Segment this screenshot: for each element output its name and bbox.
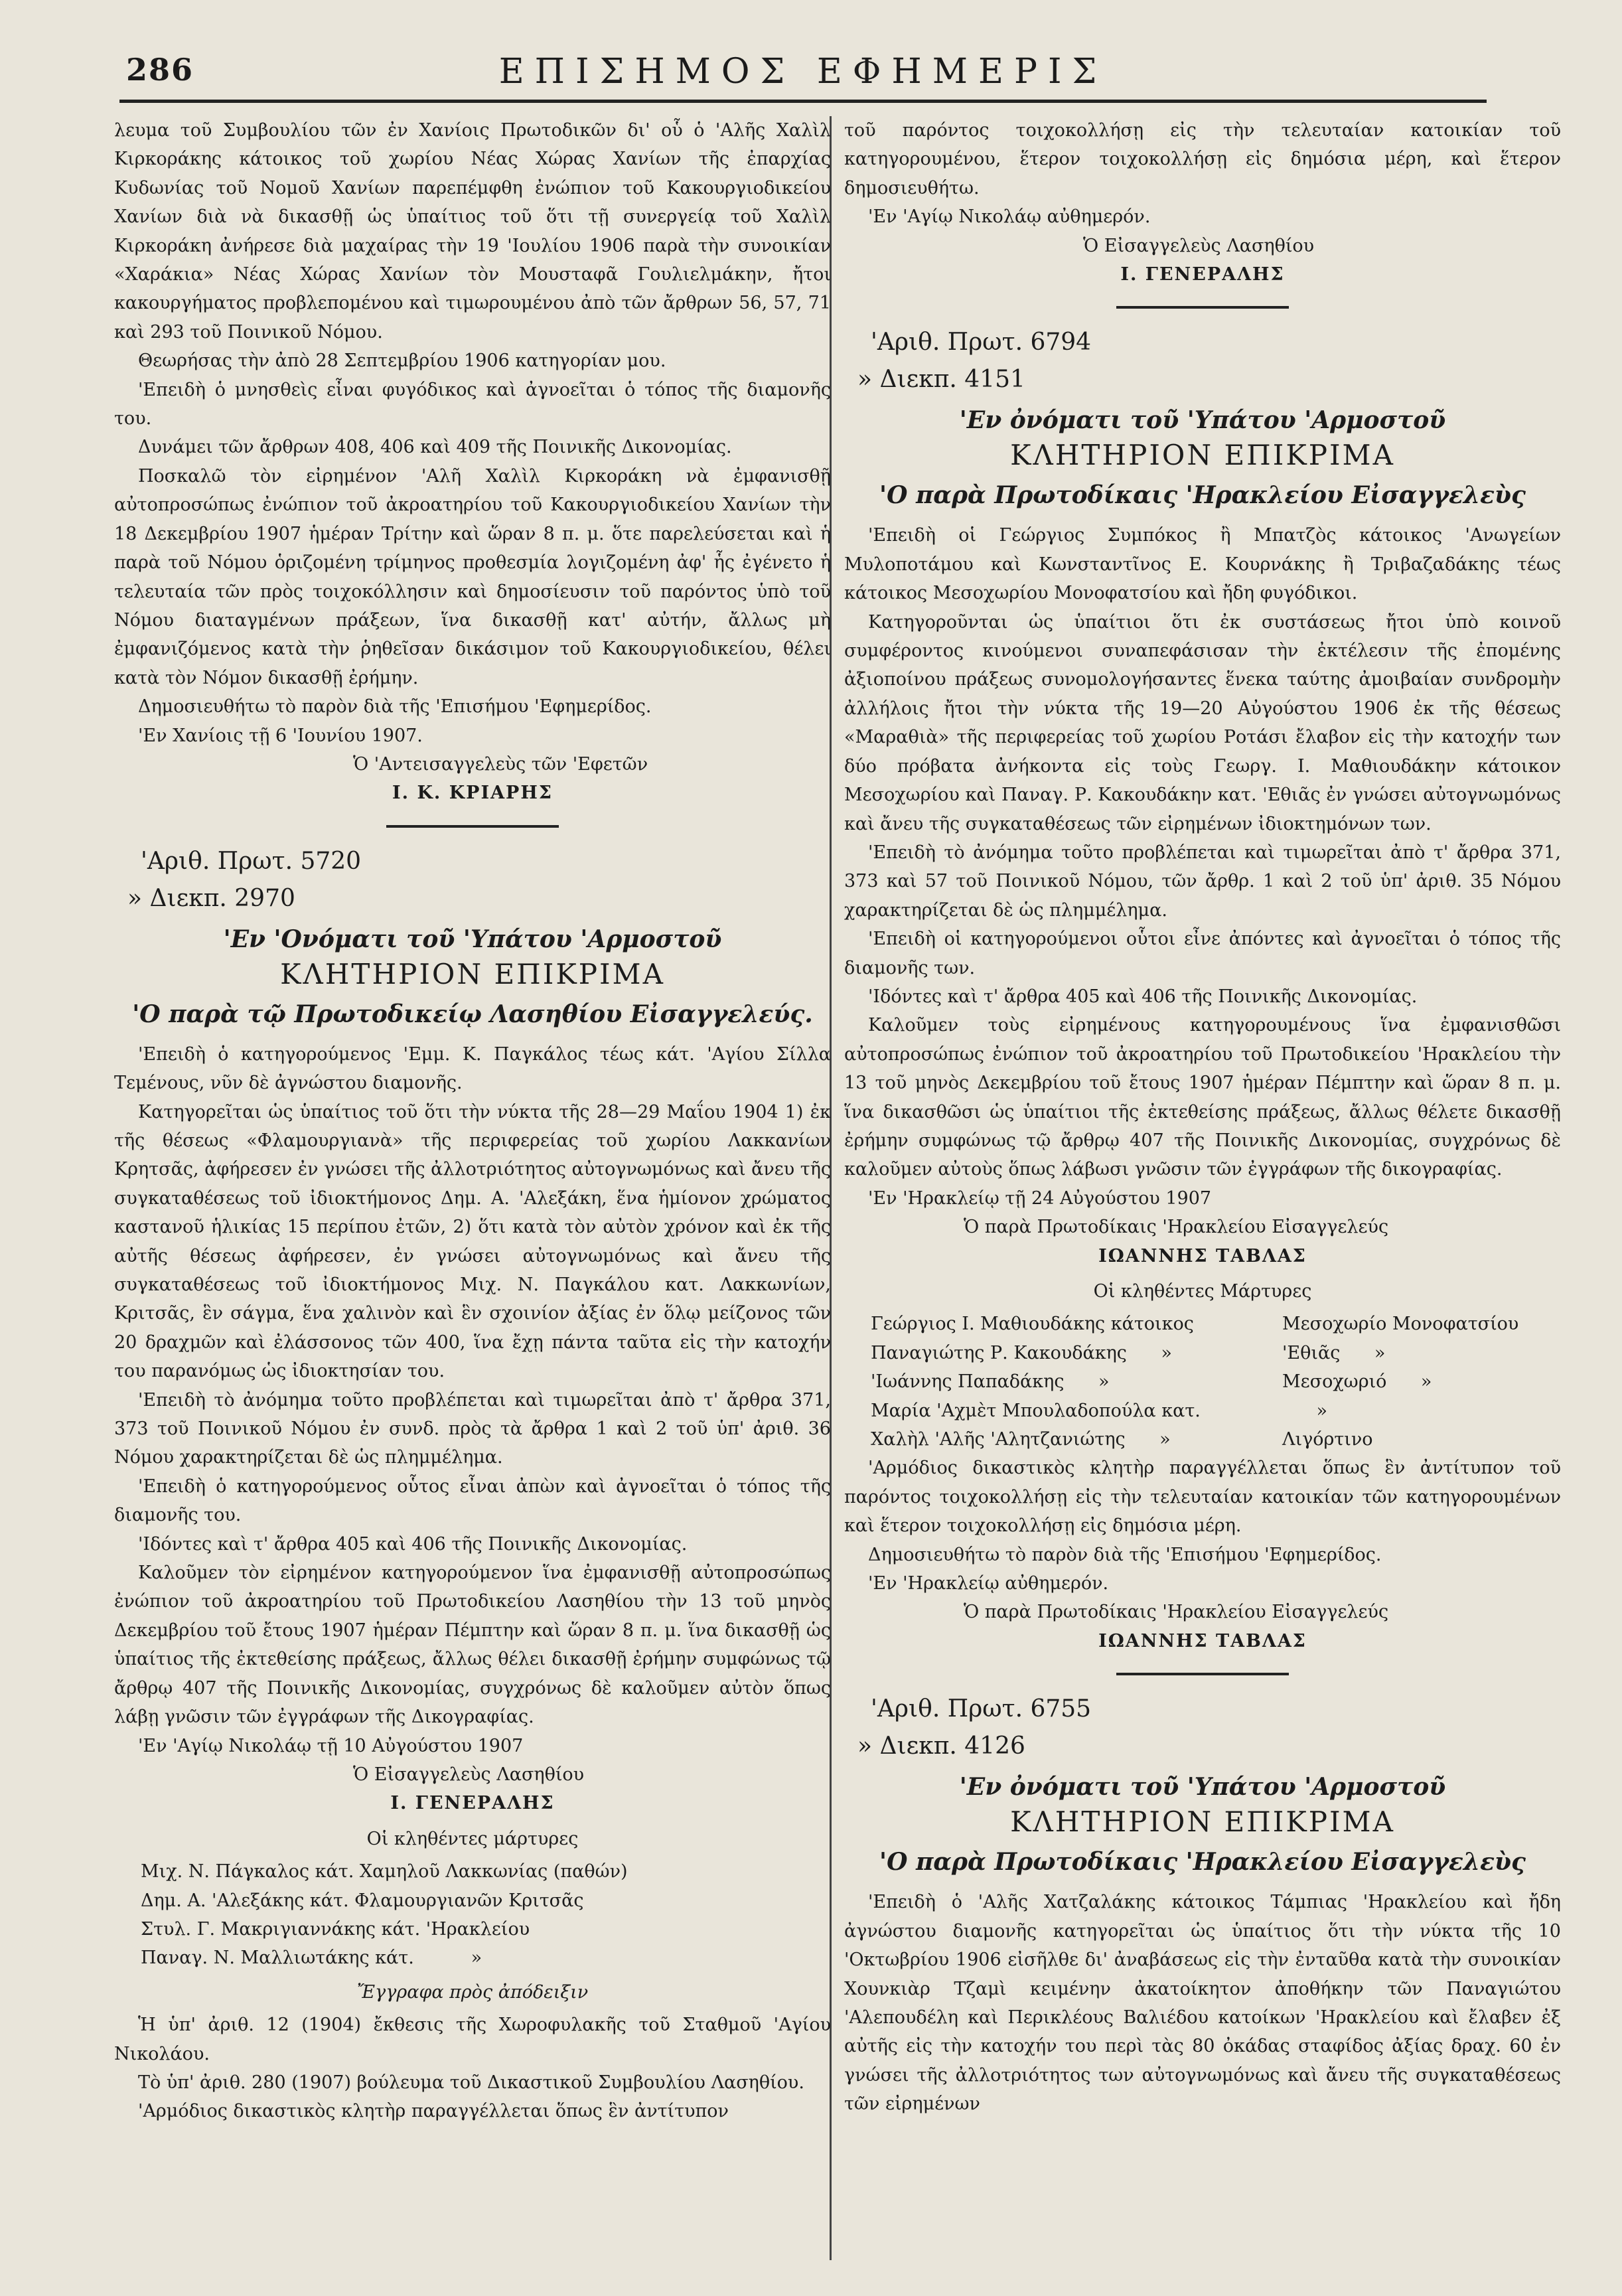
body-paragraph: λευμα τοῦ Συμβουλίου τῶν ἐν Χανίοις Πρωτοδικῶν δι' οὗ ὁ 'Αλῆς Χαλὶλ Κιρκοράκης κάτοικος τοῦ χωρίου Νέας Χώρας Χανίων τῆς ἐπαρχίας Κυδωνίας τοῦ Νομοῦ Χανίων παρεπέμφθη ἐνώπιον τοῦ Κακουργιοδικείου Χανίων διὰ νὰ δικασθῇ ὡς ὑπαίτιος τοῦ ὅτι τῇ συνεργείᾳ τοῦ Χαλὶλ Κιρκοράκη ἀνήρεσε διὰ μαχαίρας τὴν 19 'Ιουλίου 1906 παρὰ τὴν συνοικίαν «Χαράκια» Νέας Χώρας Χανίων τὸν Μουσταφᾶ Γουλιελμάκην, ἤτοι κακουργήματος προβλεπομένου καὶ τιμωρουμένου ἀπὸ τῶν ἄρθρων 56, 57, 71 καὶ 293 τοῦ Ποινικοῦ Νόμου. <box>114 120 831 343</box>
body-paragraph: 'Ιδόντες καὶ τ' ἄρθρα 405 καὶ 406 τῆς Ποινικῆς Δικονομίας. <box>138 1533 688 1555</box>
body-paragraph: 'Ιδόντες καὶ τ' ἄρθρα 405 καὶ 406 τῆς Ποινικῆς Δικονομίας. <box>868 986 1418 1007</box>
decree-invocation: 'Εν ὀνόματι τοῦ 'Υπάτου 'Αρμοστοῦ <box>959 406 1446 435</box>
witness-item: Δημ. Α. 'Αλεξάκης κάτ. Φλαμουργιανῶν Κριτσᾶς <box>141 1890 584 1911</box>
left-column <box>114 116 831 2126</box>
witness-name: Χαλὴλ 'Αλῆς 'Αλητζανιώτης » <box>871 1429 1171 1450</box>
witness-item: Στυλ. Γ. Μακριγιαννάκης κάτ. 'Ηρακλείου <box>141 1918 530 1940</box>
signature-name: Ι. ΓΕΝΕΡΑΛΗΣ <box>390 1793 555 1814</box>
signature-name: Ι. ΓΕΝΕΡΑΛΗΣ <box>1120 264 1285 285</box>
witness-place: Λιγόρτινο <box>1282 1429 1373 1450</box>
body-paragraph: 'Επειδὴ ὁ 'Αλῆς Χατζαλάκης κάτοικος Τάμπιας 'Ηρακλείου καὶ ἤδη ἀγνώστου διαμονῆς κατηγορεῖται ὡς ὑπαίτιος ὅτι τὴν νύκτα τῆς 10 'Οκτωβρίου 1906 εἰσῆλθε δι' ἀναβάσεως εἰς τὴν ἐνταῦθα κατὰ τὴν συνοικίαν Χουνκιὰρ Τζαμὶ κειμένην ἀκατοίκητον ἀποθήκην τῶν Παναγιώτου 'Αλεπουδέλη καὶ Περικλέους Βαλιέδου κατοίκων 'Ηρακλείου καὶ ἔλαβεν ἐξ αὐτῆς εἰς τὴν κατοχήν του περὶ τὰς 80 ὀκάδας σταφίδος ἀξίας δραχ. 60 ἐν γνώσει τῆς ἀλλοτριότητος των αὐτογνωμόνως καὶ ἄνευ τῆς συγκαταθέσεως τῶν εἰρημένων <box>844 1892 1561 2115</box>
body-paragraph: Θεωρήσας τὴν ἀπὸ 28 Σεπτεμβρίου 1906 κατηγορίαν μου. <box>138 350 666 372</box>
body-paragraph: Ποσκαλῶ τὸν εἰρημένον 'Αλῆ Χαλὶλ Κιρκοράκη νὰ ἐμφανισθῇ αὐτοπροσώπως ἐνώπιον τοῦ ἀκροατηρίου τοῦ Κακουργιοδικείου Χανίων τὴν 18 Δεκεμβρίου 1907 ἡμέραν Τρίτην καὶ ὥραν 8 π. μ. ὅτε παρελεύσεται καὶ ἡ παρὰ τοῦ Νόμου ὁριζομένη τρίμηνος προθεσμία λογιζομένη ἀφ' ἧς ἐγένετο ἡ τελευταία τῶν πρὸς τοιχοκόλλησιν καὶ δημοσίευσιν τοῦ παρόντος ὑπὸ τοῦ Νόμου διαταγμένων πράξεων, ἵνα δικασθῇ κατ' αὐτήν, ἄλλως μὴ ἐμφανιζόμενος κατὰ τὴν ῥηθεῖσαν δικάσιμον τοῦ Κακουργιοδικείου, θέλει κατὰ τὸν Νόμον δικασθῇ ἐρήμην. <box>114 465 831 688</box>
signature-name: ΙΩΑΝΝΗΣ ΤΑΒΛΑΣ <box>1098 1245 1307 1266</box>
decree-title: ΚΛΗΤΗΡΙΟΝ ΕΠΙΚΡΙΜΑ <box>280 957 665 990</box>
signature-title: Ὁ Εἰσαγγελεὺς Λασηθίου <box>353 1764 585 1785</box>
body-paragraph: Καλοῦμεν τοὺς εἰρημένους κατηγορουμένους ἵνα ἐμφανισθῶσι αὐτοπροσώπως ἐνώπιον τοῦ ἀκροατηρίου τοῦ Πρωτοδικείου 'Ηρακλείου τὴν 13 τοῦ μηνὸς Δεκεμβρίου τοῦ ἔτους 1907 ἡμέραν Πέμπτην καὶ ὥραν 8 π. μ. ἵνα δικασθῶσι ὡς ὑπαίτιοι τῆς ἐκτεθείσης πράξεως, ἄλλως θέλετε δικασθῇ ἐρήμην συμφώνως τῷ ἄρθρῳ 407 τῆς Ποινικῆς Δικονομίας, συγχρόνως δὲ καλοῦμεν αὐτοὺς ὅπως λάβωσι γνῶσιν τῶν ἐγγράφων τῆς δικογραφίας. <box>844 1015 1561 1180</box>
witness-item: Παναγ. Ν. Μαλλιωτάκης κάτ. » <box>141 1948 482 1969</box>
witness-row <box>871 1339 1561 1367</box>
body-paragraph: 'Εν 'Αγίῳ Νικολάῳ τῇ 10 Αὐγούστου 1907 <box>138 1735 524 1756</box>
witness-name: Παναγιώτης Ρ. Κακουδάκης » <box>871 1342 1172 1363</box>
body-paragraph: Δημοσιευθήτω τὸ παρὸν διὰ τῆς 'Επισήμου 'Εφημερίδος. <box>868 1544 1382 1565</box>
witness-name: Μαρία 'Αχμὲτ Μπουλαδοπούλα κατ. <box>871 1400 1201 1421</box>
page-number: 286 <box>126 52 194 88</box>
dispatch-number: » Διεκπ. 2970 <box>127 884 295 912</box>
body-paragraph: Καλοῦμεν τὸν εἰρημένον κατηγορούμενον ἵνα ἐμφανισθῇ αὐτοπροσώπως ἐνώπιον τοῦ ἀκροατηρίου τοῦ Πρωτοδικείου Λασηθίου τὴν 13 τοῦ μηνὸς Δεκεμβρίου τοῦ ἔτους 1907 ἡμέραν Πέμπτην καὶ ὥραν 8 π. μ. ἵνα δικασθῇ ὡς ὑπαίτιος τῆς ἐκτεθείσης πράξεως, ἄλλως θέλει δικασθῇ ἐρήμην συμφώνως τῷ ἄρθρῳ 407 τῆς Ποινικῆς Δικονομίας, συγχρόνως δὲ καλοῦμεν αὐτὸν ὅπως λάβῃ γνῶσιν τῶν ἐγγράφων τῆς Δικογραφίας. <box>114 1563 831 1728</box>
signature-title: Ὁ παρὰ Πρωτοδίκαις 'Ηρακλείου Εἰσαγγελεύς <box>964 1217 1389 1238</box>
section-rule <box>386 825 559 828</box>
evidence-item: Τὸ ὑπ' ἀριθ. 280 (1907) βούλευμα τοῦ Δικαστικοῦ Συμβουλίου Λασηθίου. <box>138 2072 804 2093</box>
body-paragraph: 'Επειδὴ ὁ κατηγορούμενος 'Εμμ. Κ. Παγκάλος τέως κάτ. 'Αγίου Σίλλα Τεμένους, νῦν δὲ ἀγνώστου διαμονῆς. <box>114 1043 831 1094</box>
witness-row <box>871 1367 1561 1396</box>
signature-title: Ὁ 'Αντεισαγγελεὺς τῶν 'Εφετῶν <box>353 753 648 775</box>
evidence-title: Ἔγγραφα πρὸς ἀπόδειξιν <box>356 1981 589 2003</box>
dispatch-number: » Διεκπ. 4126 <box>857 1732 1025 1760</box>
witness-name: Γεώργιος Ι. Μαθιουδάκης κάτοικος <box>871 1314 1194 1335</box>
witness-place: » <box>1282 1400 1328 1421</box>
decree-title: ΚΛΗΤΗΡΙΟΝ ΕΠΙΚΡΙΜΑ <box>1010 439 1395 472</box>
signature-name: Ι. Κ. ΚΡΙΑΡΗΣ <box>392 783 553 804</box>
witness-place: Μεσοχωριό » <box>1282 1371 1432 1393</box>
witnesses-title: Οἱ κληθέντες μάρτυρες <box>366 1828 579 1849</box>
page-header <box>119 40 1487 103</box>
section-rule <box>1116 1673 1289 1675</box>
body-paragraph: Δημοσιευθήτω τὸ παρὸν διὰ τῆς 'Επισήμου 'Εφημερίδος. <box>138 696 652 718</box>
witnesses-title: Οἱ κληθέντες Μάρτυρες <box>1093 1281 1312 1302</box>
body-paragraph: 'Εν 'Ηρακλείῳ αὐθημερόν. <box>868 1573 1109 1594</box>
right-column <box>844 116 1561 2119</box>
body-paragraph: Δυνάμει τῶν ἄρθρων 408, 406 καὶ 409 τῆς Ποινικῆς Δικονομίας. <box>138 437 732 458</box>
prosecutor-office: 'Ο παρὰ τῷ Πρωτοδικείῳ Λασηθίου Εἰσαγγελεύς. <box>132 1000 813 1028</box>
journal-title: ΕΠΙΣΗΜΟΣ ΕΦΗΜΕΡΙΣ <box>498 52 1108 92</box>
body-paragraph: 'Εν Χανίοις τῇ 6 'Ιουνίου 1907. <box>138 725 423 746</box>
body-paragraph: 'Επειδὴ ὁ κατηγορούμενος οὗτος εἶναι ἀπὼν καὶ ἀγνοεῖται ὁ τόπος τῆς διαμονῆς του. <box>114 1476 831 1526</box>
signature-name: ΙΩΑΝΝΗΣ ΤΑΒΛΑΣ <box>1098 1630 1307 1651</box>
decree-title: ΚΛΗΤΗΡΙΟΝ ΕΠΙΚΡΙΜΑ <box>1010 1805 1395 1839</box>
prosecutor-office: 'Ο παρὰ Πρωτοδίκαις 'Ηρακλείου Εἰσαγγελεὺς <box>879 481 1526 510</box>
prosecutor-office: 'Ο παρὰ Πρωτοδίκαις 'Ηρακλείου Εἰσαγγελεὺς <box>879 1848 1526 1876</box>
protocol-number: 'Αριθ. Πρωτ. 6794 <box>871 329 1092 356</box>
body-paragraph: 'Εν 'Αγίῳ Νικολάῳ αὐθημερόν. <box>868 206 1151 228</box>
body-paragraph: 'Επειδὴ οἱ κατηγορούμενοι οὗτοι εἶνε ἀπόντες καὶ ἀγνοεῖται ὁ τόπος τῆς διαμονῆς των. <box>844 929 1561 978</box>
signature-title: Ὁ παρὰ Πρωτοδίκαις 'Ηρακλείου Εἰσαγγελεύς <box>964 1602 1389 1623</box>
witness-name: 'Ιωάννης Παπαδάκης » <box>871 1371 1110 1393</box>
body-paragraph: τοῦ παρόντος τοιχοκολλήσῃ εἰς τὴν τελευταίαν κατοικίαν τοῦ κατηγορουμένου, ἕτερον τοιχοκολλήσῃ εἰς δημόσια μέρη, καὶ ἕτερον δημοσιευθήτω. <box>844 120 1561 198</box>
body-paragraph: 'Επειδὴ οἱ Γεώργιος Συμπόκος ἢ Μπατζὸς κάτοικος 'Ανωγείων Μυλοποτάμου καὶ Κωνσταντῖνος Ε. Κουρνάκης ἢ Τριβαζαδάκης τέως κάτοικος Μεσοχωρίου Μονοφατσίου καὶ ἤδη φυγόδικοι. <box>844 525 1561 604</box>
decree-invocation: 'Εν 'Ονόματι τοῦ 'Υπάτου 'Αρμοστοῦ <box>223 925 722 953</box>
dispatch-number: » Διεκπ. 4151 <box>857 366 1025 394</box>
witness-place: Μεσοχωρίο Μονοφατσίου <box>1282 1314 1519 1335</box>
protocol-number: 'Αριθ. Πρωτ. 5720 <box>141 847 362 875</box>
section-rule <box>1116 306 1289 309</box>
protocol-number: 'Αριθ. Πρωτ. 6755 <box>871 1695 1092 1723</box>
witness-row <box>871 1397 1561 1425</box>
body-paragraph: 'Εν 'Ηρακλείῳ τῇ 24 Αὐγούστου 1907 <box>868 1187 1212 1209</box>
decree-invocation: 'Εν ὀνόματι τοῦ 'Υπάτου 'Αρμοστοῦ <box>959 1773 1446 1801</box>
witness-item: Μιχ. Ν. Πάγκαλος κάτ. Χαμηλοῦ Λακκωνίας (παθών) <box>141 1861 628 1882</box>
body-paragraph: 'Επειδὴ τὸ ἀνόμημα τοῦτο προβλέπεται καὶ τιμωρεῖται ἀπὸ τ' ἄρθρα 371, 373 καὶ 57 τοῦ Ποινικοῦ Νόμου, τῶν ἄρθρ. 1 καὶ 2 τοῦ ὑπ' ἀριθ. 35 Νόμου χαρακτηρίζεται δὲ ὡς πλημμέλημα. <box>844 842 1561 921</box>
body-paragraph: 'Αρμόδιος δικαστικὸς κλητὴρ παραγγέλλεται ὅπως ἓν ἀντίτυπον τοῦ παρόντος τοιχοκολλήσῃ εἰς τὴν τελευταίαν κατοικίαν τῶν κατηγορουμένων καὶ ἕτερον τοιχοκολλήσῃ εἰς δημόσια μέρη. <box>844 1458 1561 1537</box>
body-paragraph: 'Επειδὴ τὸ ἀνόμημα τοῦτο προβλέπεται καὶ τιμωρεῖται ἀπὸ τ' ἄρθρα 371, 373 τοῦ Ποινικοῦ Νόμου ἐν συνδ. πρὸς τὰ ἄρθρα 1 καὶ 2 τοῦ ὑπ' ἀριθ. 36 Νόμου χαρακτηρίζεται δὲ ὡς πλημμέλημα. <box>114 1389 831 1468</box>
evidence-item: Ἡ ὑπ' ἀριθ. 12 (1904) ἔκθεσις τῆς Χωροφυλακῆς τοῦ Σταθμοῦ 'Αγίου Νικολάου. <box>114 2015 831 2064</box>
body-paragraph: Κατηγοροῦνται ὡς ὑπαίτιοι ὅτι ἐκ συστάσεως ἤτοι ὑπὸ κοινοῦ συμφέροντος κινούμενοι συναπεφάσισαν τὴν ἐκτέλεσιν τῆς ἐπομένης ἀξιοποίνου πράξεως συνομολογήσαντες ἕνεκα ταύτης ἀμοιβαίαν συνδρομὴν ἀλλήλοις ἤτοι τὴν νύκτα τῆς 19—20 Αὐγούστου 1906 ἐκ τῆς θέσεως «Μαραθιὰ» τῆς περιφερείας τοῦ χωρίου Ροτάσι ἔλαβον εἰς τὴν κατοχήν των δύο πρόβατα ἀνήκοντα εἰς τοὺς Γεωργ. Ι. Μαθιουδάκην κάτοικον Μεσοχωρίου καὶ Παναγ. Ρ. Κακουδάκην κατ. 'Εθιᾶς ἐν γνώσει αὐτογνωμόνως καὶ ἄνευ τῆς συγκαταθέσεως τῶν εἰρημένων ἰδιοκτημόνων των. <box>844 611 1561 834</box>
witness-place: 'Εθιᾶς » <box>1282 1342 1386 1363</box>
body-paragraph: 'Επειδὴ ὁ μνησθεὶς εἶναι φυγόδικος καὶ ἀγνοεῖται ὁ τόπος τῆς διαμονῆς του. <box>114 379 831 429</box>
evidence-item: 'Αρμόδιος δικαστικὸς κλητὴρ παραγγέλλεται ὅπως ἓν ἀντίτυπον <box>138 2101 729 2122</box>
body-paragraph: Κατηγορεῖται ὡς ὑπαίτιος τοῦ ὅτι τὴν νύκτα τῆς 28—29 Μαΐου 1904 1) ἐκ τῆς θέσεως «Φλαμουργιανὰ» τῆς περιφερείας τοῦ χωρίου Λακκανίων Κρητσᾶς, ἀφήρεσεν ἐν γνώσει τῆς ἀλλοτριότητος αὐτογνωμόνως καὶ ἄνευ τῆς συγκαταθέσεως τοῦ ἰδιοκτήμονος Δημ. Α. 'Αλεξάκη, ἕνα ἡμίονον χρώματος καστανοῦ ἡλικίας 15 περίπου ἐτῶν, 2) ὅτι κατὰ τὸν αὐτὸν χρόνον καὶ ἐκ τῆς αὐτῆς θέσεως ἀφήρεσεν, ἐν γνώσει αὐτογνωμόνως καὶ ἄνευ τῆς συγκαταθέσεως τοῦ ἰδιοκτήμονος Μιχ. Ν. Παγκάλου κατ. Λακκωνίων, Κριτσᾶς, ἓν σάγμα, ἕνα χαλινὸν καὶ ἓν σχοινίον ἀξίας ἐν ὅλῳ μείζονος τῶν 20 δραχμῶν καὶ ἐλάσσονος τῶν 400, ἵνα ἔχῃ πάντα ταῦτα εἰς τὴν κατοχήν του παρανόμως ὡς ἰδιοκτησίαν του. <box>114 1101 832 1382</box>
witness-row <box>871 1310 1561 1338</box>
signature-title: Ὁ Εἰσαγγελεὺς Λασηθίου <box>1083 235 1315 256</box>
witness-row <box>871 1425 1561 1454</box>
